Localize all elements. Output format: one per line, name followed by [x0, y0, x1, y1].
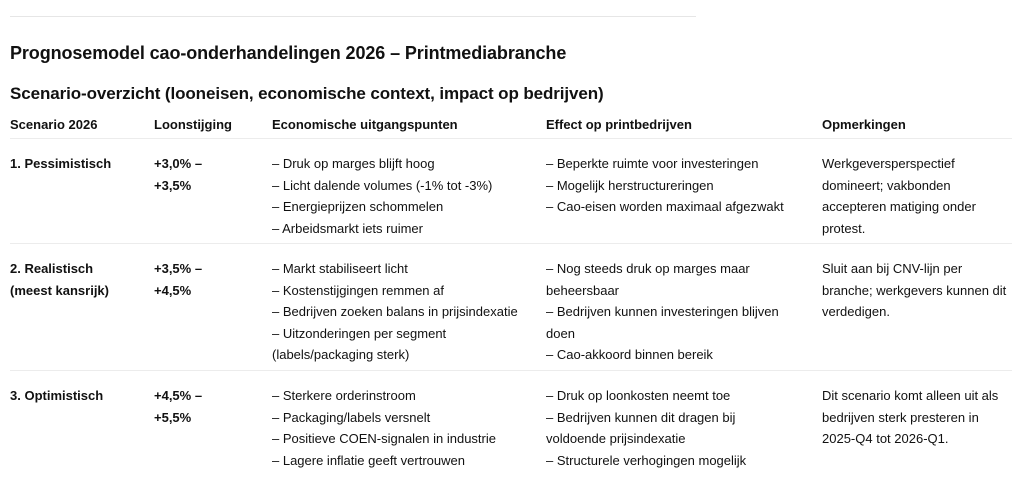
scenario-line: 2. Realistisch	[10, 261, 94, 276]
effect-cell	[546, 153, 808, 218]
header-wage-increase: Loonstijging	[154, 117, 232, 132]
effect-cell	[546, 385, 808, 471]
effect-line: – Mogelijk herstructureringen	[546, 177, 714, 193]
wage-cell	[154, 153, 264, 196]
economic-line: – Kostenstijgingen remmen af	[272, 282, 444, 298]
economic-line: – Druk op marges blijft hoog	[272, 156, 435, 171]
scenario-line: 3. Optimistisch	[10, 388, 104, 403]
header-economic-assumptions: Economische uitgangspunten	[272, 117, 458, 132]
top-divider	[10, 16, 696, 17]
header-remarks: Opmerkingen	[822, 117, 906, 132]
remark-cell	[822, 385, 1012, 450]
economic-line: (labels/packaging sterk)	[272, 347, 410, 362]
document-title: Prognosemodel cao-onderhandelingen 2026 – Printmediabranche	[10, 43, 567, 63]
scenario-line: (meest kansrijk)	[10, 282, 109, 298]
wage-line: +3,5%	[154, 177, 192, 193]
effect-line: – Bedrijven kunnen investeringen blijven	[546, 304, 779, 319]
effect-line: voldoende prijsindexatie	[546, 431, 686, 446]
economic-cell	[272, 385, 540, 471]
economic-line: – Packaging/labels versnelt	[272, 409, 431, 425]
economic-line: – Lagere inflatie geeft vertrouwen	[272, 452, 465, 468]
scenario-line: 1. Pessimistisch	[10, 156, 112, 171]
effect-cell	[546, 258, 808, 366]
effect-line: – Cao-eisen worden maximaal afgezwakt	[546, 199, 784, 214]
effect-line: beheersbaar	[546, 282, 619, 298]
scenario-cell	[10, 258, 150, 301]
remark-text: Werkgeversperspectief domineert; vakbonden accepteren matiging onder protest.	[822, 156, 976, 236]
economic-cell	[272, 258, 540, 366]
wage-cell	[154, 258, 264, 301]
effect-line: – Structurele verhogingen mogelijk	[546, 452, 747, 468]
economic-line: – Energieprijzen schommelen	[272, 199, 444, 214]
economic-cell	[272, 153, 540, 239]
header-scenario: Scenario 2026	[10, 117, 98, 132]
effect-line: – Nog steeds druk op marges maar	[546, 261, 750, 276]
economic-line: – Uitzonderingen per segment	[272, 325, 447, 341]
effect-line: – Druk op loonkosten neemt toe	[546, 388, 731, 403]
effect-line: doen	[546, 325, 575, 341]
economic-line: – Markt stabiliseert licht	[272, 261, 408, 276]
economic-line: – Arbeidsmarkt iets ruimer	[272, 220, 423, 236]
wage-line: +4,5%	[154, 282, 192, 298]
effect-line: – Beperkte ruimte voor investeringen	[546, 156, 759, 171]
header-effect-print-companies: Effect op printbedrijven	[546, 117, 692, 132]
table-row	[10, 244, 1012, 371]
section-title: Scenario-overzicht (looneisen, economische context, impact op bedrijven)	[10, 84, 604, 103]
economic-line: – Sterkere orderinstroom	[272, 388, 416, 403]
scenario-cell	[10, 385, 150, 407]
wage-cell	[154, 385, 264, 428]
remark-text: Dit scenario komt alleen uit als bedrijven sterk presteren in 2025-Q4 tot 2026-Q1.	[822, 388, 999, 446]
economic-line: – Licht dalende volumes (-1% tot -3%)	[272, 177, 493, 193]
economic-line: – Positieve COEN-signalen in industrie	[272, 431, 496, 446]
table-header-row	[10, 112, 1012, 139]
effect-line: – Bedrijven kunnen dit dragen bij	[546, 409, 736, 425]
wage-line: +3,0% –	[154, 156, 203, 171]
table-row	[10, 371, 1012, 485]
remark-cell	[822, 258, 1012, 323]
wage-line: +5,5%	[154, 409, 192, 425]
scenario-cell	[10, 153, 150, 175]
economic-line: – Bedrijven zoeken balans in prijsindexatie	[272, 304, 518, 319]
effect-line: – Cao-akkoord binnen bereik	[546, 347, 713, 362]
wage-line: +4,5% –	[154, 388, 203, 403]
table-row	[10, 139, 1012, 244]
remark-cell	[822, 153, 1012, 239]
wage-line: +3,5% –	[154, 261, 203, 276]
remark-text: Sluit aan bij CNV-lijn per branche; werkgevers kunnen dit verdedigen.	[822, 261, 1007, 319]
scenario-table	[10, 112, 1012, 485]
